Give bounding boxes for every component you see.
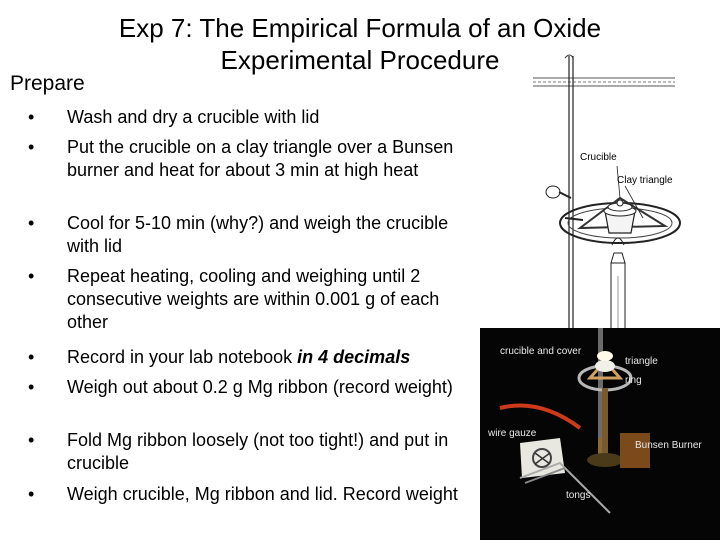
- section-heading: Prepare: [10, 72, 85, 95]
- photo-illustration: [480, 328, 720, 540]
- label-triangle: triangle: [625, 356, 658, 367]
- bullet: •: [28, 347, 35, 367]
- step-text: Cool for 5-10 min (why?) and weigh the crucible with lid: [67, 213, 449, 256]
- step-text: Put the crucible on a clay triangle over a Bunsen burner and heat for about 3 min at high heat: [67, 137, 454, 180]
- label-crucible: Crucible: [580, 152, 617, 163]
- apparatus-diagram: [525, 48, 720, 338]
- step-text-plain: Record in your lab notebook: [67, 347, 298, 367]
- step-text-emphasis: in 4 decimals: [297, 347, 411, 367]
- step-text: Fold Mg ribbon loosely (not too tight!) and put in crucible: [67, 430, 449, 473]
- bullet: •: [28, 137, 35, 157]
- step-text: [67, 346, 467, 369]
- step-text: Wash and dry a crucible with lid: [67, 107, 320, 127]
- bullet: •: [28, 107, 35, 127]
- bullet: •: [28, 213, 35, 233]
- step-text: Repeat heating, cooling and weighing until 2 consecutive weights are within 0.001 g of each other: [67, 266, 440, 332]
- bullet: •: [28, 266, 35, 286]
- label-clay-triangle: Clay triangle: [617, 175, 673, 186]
- title-line-1: Exp 7: The Empirical Formula of an Oxide: [118, 13, 602, 43]
- apparatus-photo: [480, 328, 720, 540]
- label-bunsen-burner: Bunsen Burner: [635, 440, 702, 451]
- bullet: •: [28, 377, 35, 397]
- title-line-2: Experimental Procedure: [220, 45, 500, 75]
- step-text: Weigh crucible, Mg ribbon and lid. Record weight: [67, 484, 458, 504]
- label-ring: ring: [625, 375, 642, 386]
- label-crucible-and-cover: crucible and cover: [500, 346, 582, 357]
- bullet: •: [28, 430, 35, 450]
- label-wire-gauze: wire gauze: [488, 428, 537, 439]
- step-text: Weigh out about 0.2 g Mg ribbon (record weight): [67, 377, 453, 397]
- bullet: •: [28, 484, 35, 504]
- label-tongs: tongs: [566, 490, 591, 501]
